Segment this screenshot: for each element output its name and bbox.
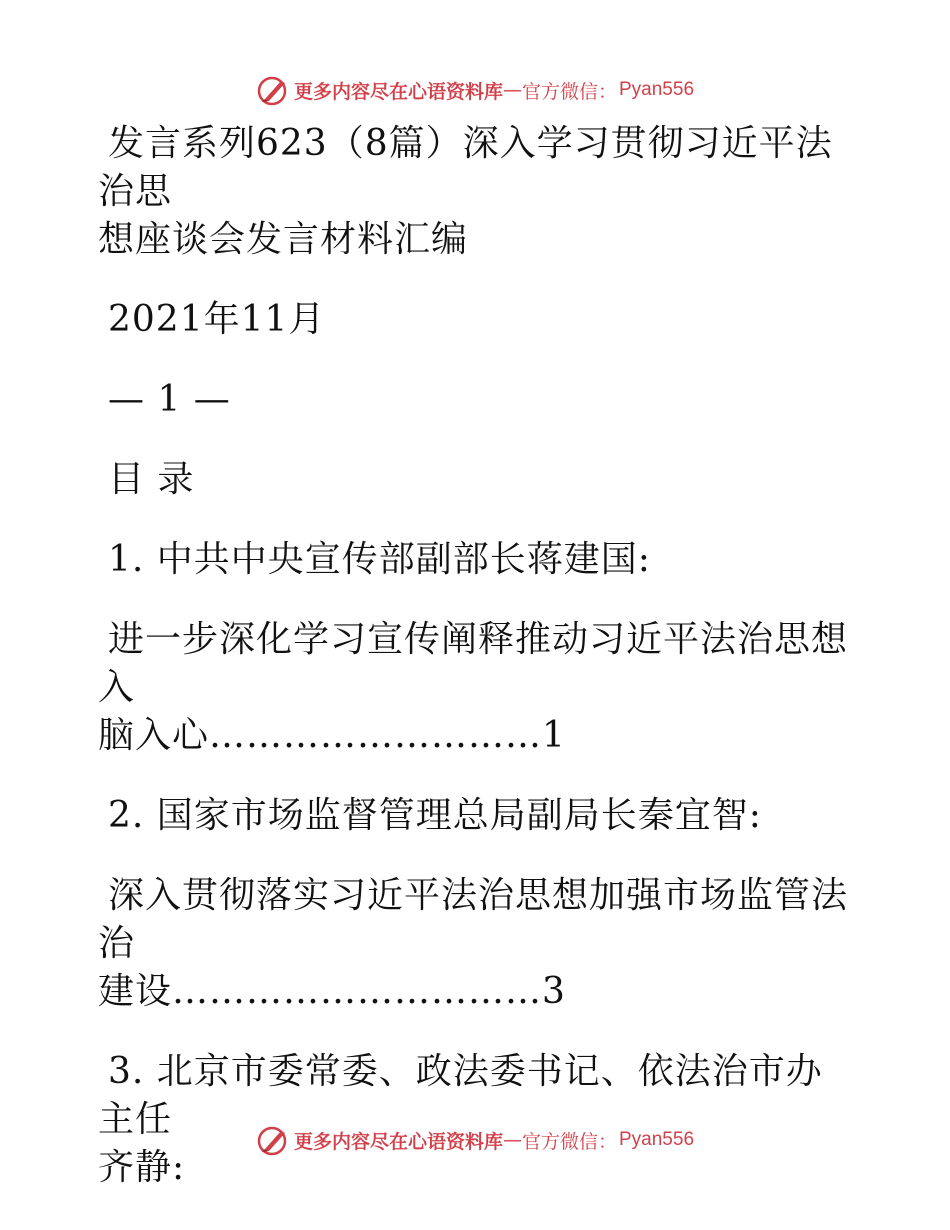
- toc-item-1-title-line2: 脑入心………………………1: [98, 715, 566, 756]
- toc-item-2-title-line1: 深入贯彻落实习近平法治思想加强市场监管法治: [98, 875, 849, 964]
- toc-item-3-speaker-line1: 3. 北京市委常委、政法委书记、依法治市办主任: [98, 1051, 823, 1140]
- banner-official-text: 官方微信：: [521, 80, 617, 103]
- footer-watermark-banner: [0, 1120, 950, 1160]
- toc-item-2-title-line2: 建设…………………………3: [98, 971, 566, 1012]
- document-date: 2021年11月: [108, 299, 326, 340]
- banner-dash: —: [502, 79, 522, 101]
- toc-item-3-speaker-line2: 齐静:: [98, 1147, 186, 1188]
- banner-wechat-id: Pyan556: [619, 1129, 695, 1150]
- toc-item-1-title-line1: 进一步深化学习宣传阐释推动习近平法治思想入: [98, 619, 849, 708]
- toc-item-1-speaker: 1. 中共中央宣传部副部长蒋建国:: [108, 539, 651, 580]
- toc-heading: 目 录: [108, 459, 195, 500]
- banner-wechat-id: Pyan556: [619, 79, 695, 100]
- banner-dash: —: [502, 1129, 522, 1151]
- toc-item-2-speaker: 2. 国家市场监督管理总局副局长秦宜智:: [108, 795, 762, 836]
- page-marker: — 1 —: [108, 379, 231, 420]
- pen-logo-icon: [256, 73, 290, 107]
- header-watermark-banner: [0, 70, 950, 110]
- banner-site-text: 更多内容尽在心语资料库: [293, 80, 503, 103]
- banner-site-text: 更多内容尽在心语资料库: [293, 1130, 503, 1153]
- pen-logo-icon: [256, 1123, 290, 1157]
- document-body: [98, 120, 848, 1192]
- document-title-line1: 发言系列623（8篇）深入学习贯彻习近平法治思: [98, 123, 833, 212]
- document-title-line2: 想座谈会发言材料汇编: [98, 219, 469, 260]
- banner-official-text: 官方微信：: [521, 1130, 617, 1153]
